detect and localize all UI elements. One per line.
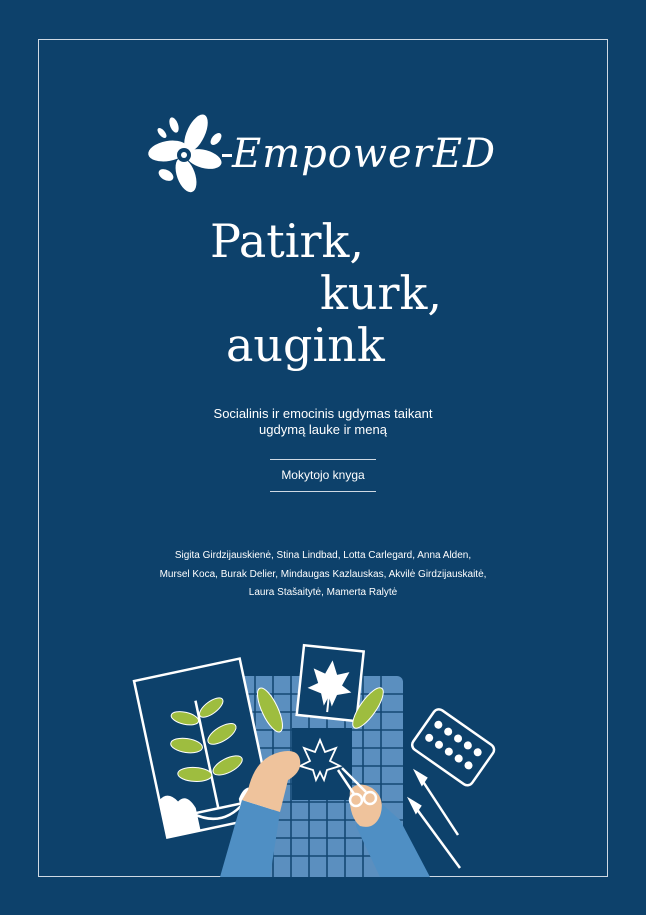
divider-bottom xyxy=(270,491,376,492)
title-line-2: kurk, xyxy=(320,266,442,320)
book-type-label: Mokytojo knyga xyxy=(281,468,365,482)
title-line-3: augink xyxy=(226,318,385,372)
authors-line-2: Mursel Koca, Burak Delier, Mindaugas Kazlauskas, Akvilė Girdzijauskaitė, xyxy=(159,569,487,580)
divider-top xyxy=(270,459,376,460)
flower-logo-icon xyxy=(144,113,234,198)
subtitle-line-1: Socialinis ir emocinis ugdymas taikant xyxy=(213,406,433,421)
cut-paper xyxy=(292,728,352,800)
logo-wordmark: EmpowerED xyxy=(232,131,497,177)
authors-line-3: Laura Stašaitytė, Mamerta Ralytė xyxy=(248,587,398,598)
art-supplies-illustration xyxy=(130,640,510,877)
leaf-drawing-paper xyxy=(297,645,364,721)
subtitle-line-2: ugdymą lauke ir meną xyxy=(259,422,387,437)
authors-line-1: Sigita Girdzijauskienė, Stina Lindbad, Lotta Carlegard, Anna Alden, xyxy=(174,550,472,561)
title-line-1: Patirk, xyxy=(210,214,364,268)
logo xyxy=(144,113,497,198)
